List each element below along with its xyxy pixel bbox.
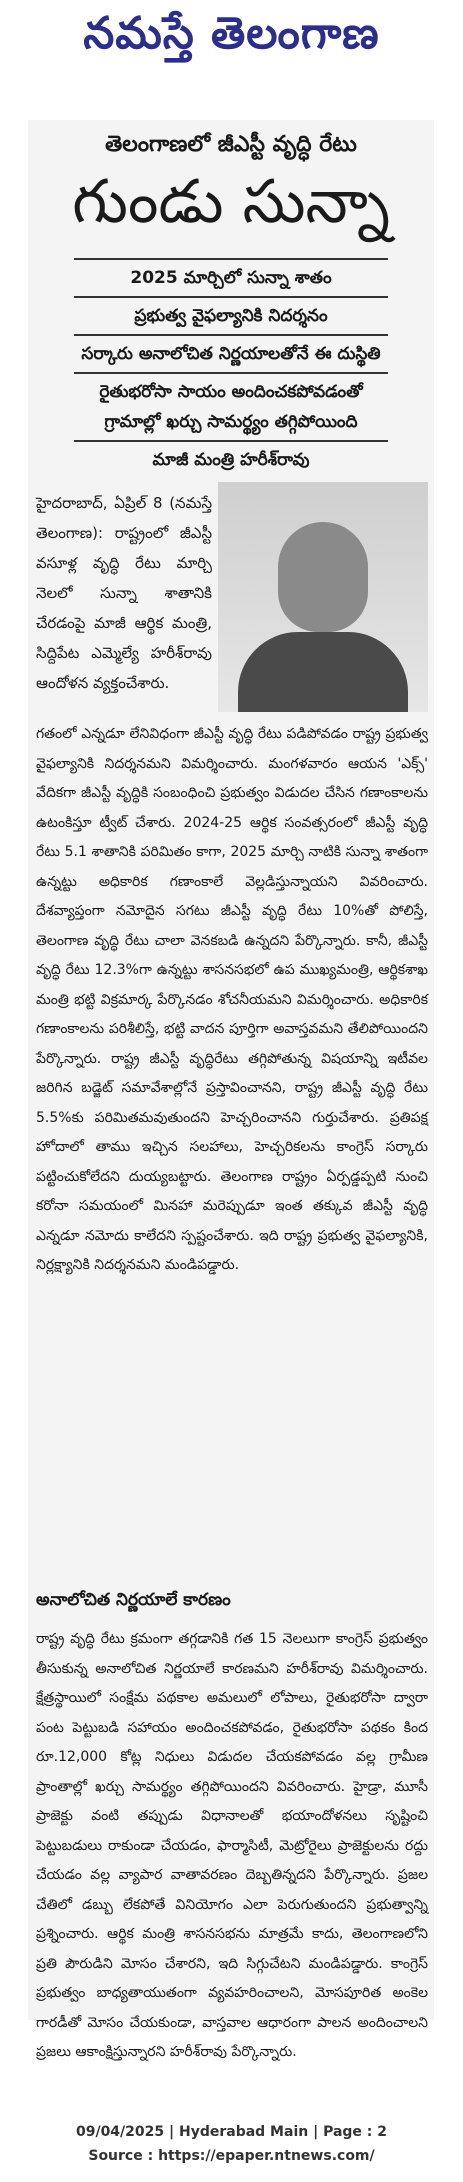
divider [74,440,388,442]
divider [74,258,388,260]
headline: గుండు సున్నా [72,167,390,237]
subhead-line-1: 2025 మార్చిలో సున్నా శాతం [130,268,332,288]
photo-head-shape [278,522,368,632]
kicker: తెలంగాణలో జీఎస్టీ వృద్ధి రేటు [105,132,357,157]
dateline-paragraph: హైదరాబాద్, ఏప్రిల్ 8 (నమస్తే తెలంగాణ): రాష్ట్రంలో జీఎస్టీ వసూళ్ల వృద్ధి రేటు మార్చి నెలలో సున్నా శాతానికి చేరడంపై మాజీ ఆర్థిక మంత్రి, సిద్దిపేట ఎమ్మెల్యే హరీశ్‌రావు ఆందోళన వ్యక్తంచేశారు. [36,494,212,692]
divider [74,334,388,336]
section-subhead: అనాలోచిత నిర్ణయాలే కారణం [36,1590,231,1610]
subhead-line-5: గ్రామాల్లో ఖర్చు సామర్థ్యం తగ్గిపోయింది [104,412,358,432]
photo-portrait [218,482,428,712]
subhead-line-2: ప్రభుత్వ వైఫల్యానికి నిదర్శనం [134,306,328,326]
body-paragraph-2: రాష్ట్ర వృద్ధి రేటు క్రమంగా తగ్గడానికి గత 15 నెలలుగా కాంగ్రెస్ ప్రభుత్వం తీసుకున్న అనాలోచిత నిర్ణయాలే కారణమని హరీశ్‌రావు విమర్శించారు. క్షేత్రస్థాయిలో సంక్షేమ పథకాల అమలులో లోపాలు, రైతుభరోసా ద్వారా పంట పెట్టుబడి సహాయం అందించకపోవడం, రైతుభరోసా పథకం కింద రూ.12,000 కోట్ల నిధులు విడుదల చేయకపోవడం వల్ల గ్రామీణ ప్రాంతాల్లో ఖర్చు సామర్థ్యం తగ్గిపోయిందని వివరించారు. హైడ్రా, మూసీ ప్రాజెక్టు వంటి తప్పుడు విధానాలతో భయాందోళనలు సృష్టించి పెట్టుబడులు రాకుండా చేయడం, ఫార్మాసిటీ, మెట్రోరైలు ప్రాజెక్టులను రద్దు చేయడం వల్ల వ్యాపార వాతావరణం దెబ్బతిన్నదని పేర్కొన్నారు. ప్రజల చేతిలో డబ్బు లేకపోతే వినియోగం ఎలా పెరుగుతుందని ప్రభుత్వాన్ని ప్రశ్నించారు. ఆర్థిక మంత్రి శాసనసభను మాత్రమే కాదు, తెలంగాణలోని ప్రతి పౌరుడిని మోసం చేశారని, ఇది సిగ్గుచేటని మండిపడ్డారు. కాంగ్రెస్ ప్రభుత్వం బాధ్యతాయుతంగా వ్యవహరించాలని, మోసపూరిత అంకెల గారడీతో మోసం చేయకుండా, వాస్తవాల ఆధారంగా పాలన అందించాలని ప్రజలు ఆకాంక్షిస్తున్నారని హరీశ్‌రావు పేర్కొన్నారు. [36,1631,428,2060]
edition-info: 09/04/2025 | Hyderabad Main | Page : 2 [75,2124,388,2140]
photo-body-shape [238,632,408,712]
subhead-line-3: సర్కారు అనాలోచిత నిర్ణయాలతోనే ఈ దుస్థితి [81,344,381,364]
body-paragraph-1: గతంలో ఎన్నడూ లేనివిధంగా జీఎస్టీ వృద్ధి రేటు పడిపోవడం రాష్ట్ర ప్రభుత్వ వైఫల్యానికి నిదర్శనమని విమర్శించారు. మంగళవారం ఆయన 'ఎక్స్' వేదికగా జీఎస్టీ వృద్ధికి సంబంధించి ప్రభుత్వం విడుదల చేసిన గణాంకాలను ఉటంకిస్తూ ట్వీట్ చేశారు. 2024-25 ఆర్థిక సంవత్సరంలో జీఎస్టీ వృద్ధి రేటు 5.1 శాతానికి పరిమితం కాగా, 2025 మార్చి నాటికి సున్నా శాతంగా ఉన్నట్టు అధికారిక గణాంకాలే వెల్లడిస్తున్నాయని వివరించారు. దేశవ్యాప్తంగా నమోదైన సగటు జీఎస్టీ వృద్ధి రేటు 10%తో పోలిస్తే, తెలంగాణ వృద్ధి రేటు చాలా వెనకబడి ఉన్నదని పేర్కొన్నారు. కానీ, జీఎస్టీ వృద్ధి రేటు 12.3%గా ఉన్నట్టు శాసనసభలో ఉప ముఖ్యమంత్రి, ఆర్థికశాఖ మంత్రి భట్టి విక్రమార్క పేర్కొనడం శోచనీయమని విమర్శించారు. అధికారిక గణాంకాలను పరిశీలిస్తే, భట్టి వాదన పూర్తిగా అవాస్తవమని తేలిపోయిందని పేర్కొన్నారు. రాష్ట్ర జీఎస్టీ వృద్ధిరేటు తగ్గిపోతున్న విషయాన్ని ఇటీవల జరిగిన బడ్జెట్ సమావేశాల్లోనే ప్రస్తావించానని, రాష్ట్ర జీఎస్టీ వృద్ధి రేటు 5.5%కు పరిమితమవుతుందని హెచ్చరించానని గుర్తుచేశారు. ప్రతిపక్ష హోదాలో తాము ఇచ్చిన సలహాలు, హెచ్చరికలను కాంగ్రెస్ సర్కారు పట్టించుకోలేదని దుయ్యబట్టారు. తెలంగాణ రాష్ట్రం ఏర్పడ్డప్పటి నుంచి కరోనా సమయంలో మినహా మరెప్పుడూ ఇంత తక్కువ జీఎస్టీ వృద్ధి ఎన్నడూ నమోదు కాలేదని స్పష్టంచేశారు. ఇది రాష్ట్ర ప్రభుత్వ వైఫల్యానికి, నిర్లక్ష్యానికి నిదర్శనమని మండిపడ్డారు. [36,726,428,1273]
divider [74,296,388,298]
divider [74,372,388,374]
subhead-line-4: రైతుభరోసా సాయం అందించకపోవడంతో [99,382,363,402]
masthead [0,0,463,78]
masthead-title: నమస్తే తెలంగాణ [83,8,380,59]
subhead-byline: మాజీ మంత్రి హరీశ్‌రావు [152,450,310,470]
article [28,120,434,2060]
source-link[interactable]: Source : https://epaper.ntnews.com/ [88,2148,375,2164]
